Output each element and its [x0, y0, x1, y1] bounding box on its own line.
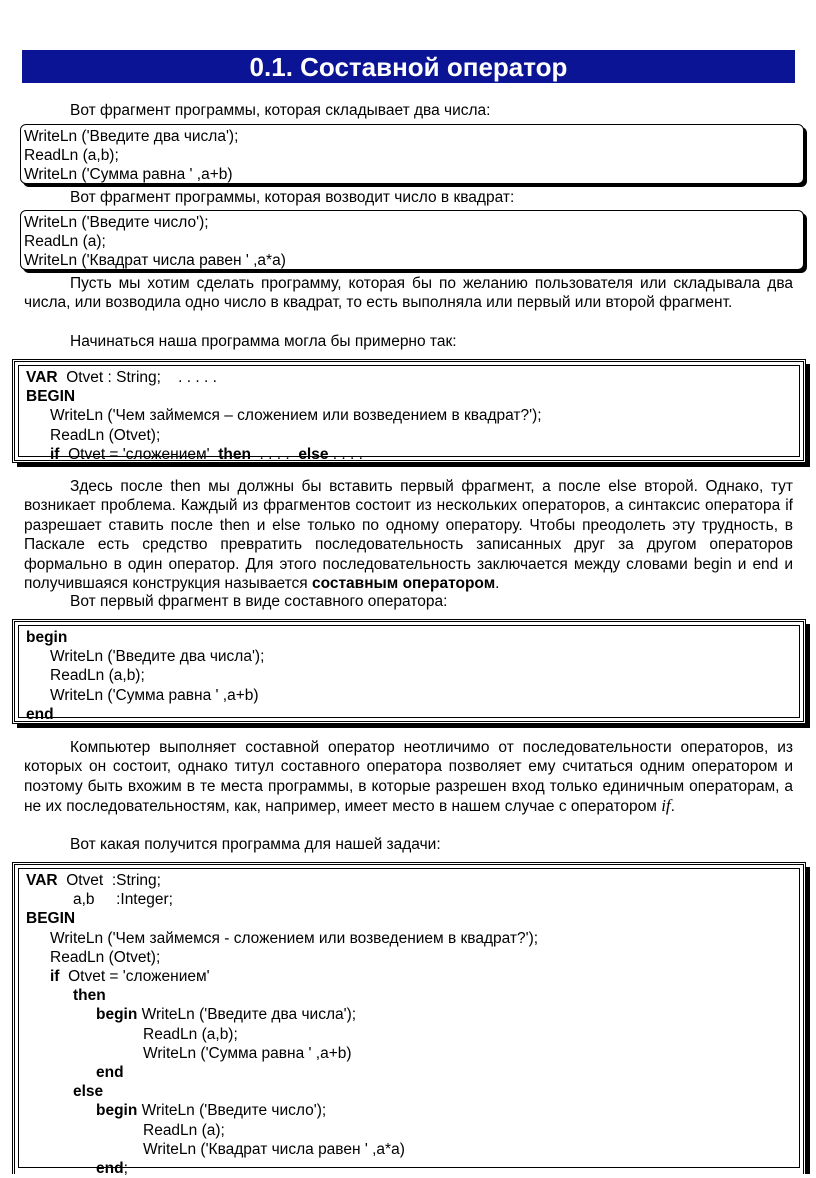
punctuation: ;	[123, 1160, 128, 1178]
paragraph-6: Вот первый фрагмент в виде составного оператора:	[70, 593, 448, 610]
code-compound-block	[12, 619, 806, 724]
code-text: . . . .	[328, 445, 363, 463]
paragraph-5-text: Здесь после then мы должны бы вставить первый фрагмент, а после else второй. Однако, тут возникает проблема. Каждый из фрагментов состоит из нескольких операторов, а синтаксис оператора if разрешает ставить после then и else только по одному оператору. Чтобы преодолеть эту трудность, в Паскале есть средство превратить последовательность записанных друг за другом операторов формально в один оператор. Для этого последовательность заключается между словами begin и end и получившаяся конструкция называется	[24, 478, 793, 593]
section-title: 0.1. Составной оператор	[22, 50, 795, 83]
code-text: WriteLn ('Введите два числа');	[137, 1006, 357, 1024]
keyword-else: else	[73, 1083, 104, 1101]
keyword-end: end	[26, 705, 54, 723]
code-line: WriteLn ('Квадрат числа равен ' ,a*a)	[24, 252, 286, 269]
keyword-begin: begin	[26, 629, 68, 646]
code-line: WriteLn ('Квадрат числа равен ' ,a*a)	[143, 1140, 405, 1158]
keyword-if-italic: if	[661, 796, 671, 816]
code-line: WriteLn ('Сумма равна ' ,a+b)	[50, 686, 259, 704]
code-text: Otvet = 'сложением'	[59, 445, 219, 463]
code-line: WriteLn ('Сумма равна ' ,a+b)	[24, 166, 233, 183]
code-text: . . . .	[250, 445, 299, 463]
code-line: WriteLn ('Сумма равна ' ,a+b)	[143, 1044, 352, 1062]
code-line: WriteLn ('Чем займемся – сложением или возведением в квадрат?');	[50, 407, 542, 425]
code-line: WriteLn ('Введите число');	[24, 214, 209, 231]
code-line: ReadLn (a);	[143, 1121, 225, 1139]
code-text: Otvet :String;	[57, 872, 161, 889]
code-line: ReadLn (a,b);	[24, 147, 119, 164]
keyword-then: then	[218, 445, 251, 463]
paragraph-7	[24, 738, 793, 817]
paragraph-8: Вот какая получится программа для нашей задачи:	[70, 836, 441, 853]
code-full-program	[12, 862, 806, 1178]
box-shadow	[806, 624, 810, 728]
code-line: ReadLn (a,b);	[50, 667, 145, 685]
paragraph-3: Пусть мы хотим сделать программу, которая бы по желанию пользователя или складывала два числа, или возводила одно число в квадрат, то есть выполняла или первый или второй фрагмент.	[24, 275, 793, 312]
paragraph-2: Вот фрагмент программы, которая возводит число в квадрат:	[70, 189, 515, 206]
paragraph-5	[24, 477, 793, 593]
keyword-if: if	[50, 445, 60, 463]
punctuation: .	[670, 798, 675, 816]
keyword-begin: begin	[96, 1006, 138, 1024]
code-line: a,b :Integer;	[73, 891, 173, 909]
keyword-else: else	[298, 445, 329, 463]
code-line: ReadLn (Otvet);	[50, 426, 161, 444]
code-line: ReadLn (Otvet);	[50, 948, 161, 966]
term-compound-operator: составным оператором	[311, 575, 496, 593]
box-shadow	[806, 867, 810, 1174]
keyword-end: end	[96, 1064, 124, 1082]
box-shadow	[17, 463, 810, 467]
box-shadow	[806, 364, 810, 467]
keyword-var: VAR	[26, 369, 58, 386]
code-line: WriteLn ('Введите два числа');	[50, 648, 265, 666]
paragraph-4: Начинаться наша программа могла бы примерно так:	[70, 333, 457, 350]
keyword-begin: BEGIN	[26, 388, 76, 406]
keyword-begin: begin	[96, 1102, 138, 1120]
code-text: Otvet = 'сложением'	[59, 968, 210, 986]
code-program-start	[12, 359, 806, 463]
code-line: WriteLn ('Чем займемся - сложением или возведением в квадрат?');	[50, 929, 539, 947]
paragraph-1: Вот фрагмент программы, которая складывает два числа:	[70, 102, 491, 119]
code-line: ReadLn (a,b);	[143, 1025, 238, 1043]
code-line: WriteLn ('Введите два числа');	[24, 128, 239, 145]
keyword-if: if	[50, 968, 60, 986]
punctuation: .	[495, 575, 500, 593]
box-shadow	[17, 724, 810, 728]
code-text: WriteLn ('Введите число');	[137, 1102, 327, 1120]
keyword-var: VAR	[26, 872, 58, 889]
code-fragment-square	[20, 210, 804, 270]
keyword-end: end	[96, 1160, 124, 1178]
code-fragment-sum	[20, 124, 804, 184]
code-text: Otvet : String; . . . . .	[57, 369, 217, 386]
keyword-begin: BEGIN	[26, 910, 76, 928]
code-line: ReadLn (a);	[24, 233, 106, 250]
paragraph-7-text: Компьютер выполняет составной оператор неотличимо от последовательности операторов, из которых он состоит, однако титул составного оператора позволяет ему считаться одним оператором и поэтому быть вхожим в те места программы, в которые разрешен вход только единичным операторам, а не их последовательностям, как, например, имеет место в нашем случае с оператором	[24, 739, 793, 816]
keyword-then: then	[73, 987, 106, 1005]
